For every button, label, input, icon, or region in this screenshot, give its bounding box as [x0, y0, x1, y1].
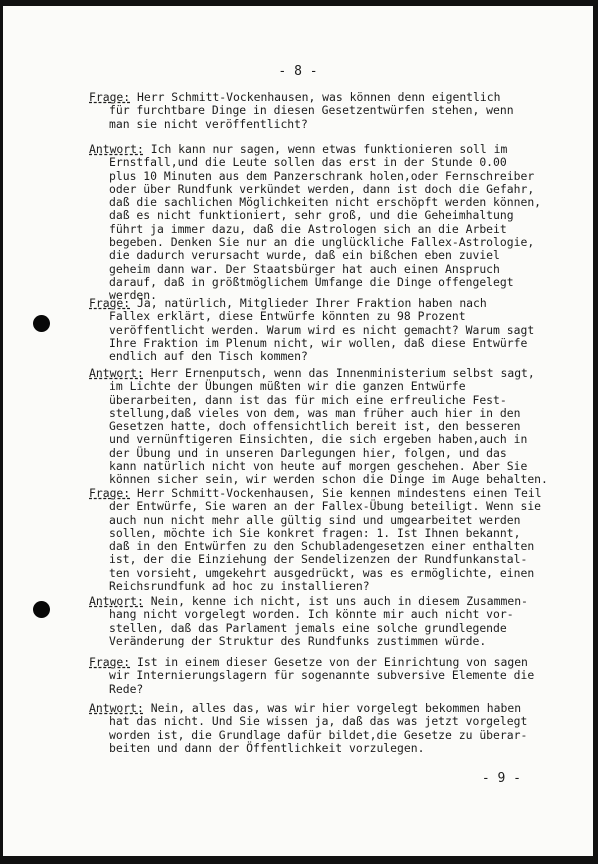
document-page	[3, 6, 593, 856]
text-line: daß es nicht funktioniert, sehr groß, und die Geheimhaltung	[109, 208, 514, 223]
text-line: hat das nicht. Und Sie wissen ja, daß das was jetzt vorgelegt	[109, 714, 528, 729]
text-line: die dadurch verursacht wurde, daß ein bißchen eben zuviel	[109, 248, 500, 263]
text-line: veröffentlicht werden. Warum wird es nicht gemacht? Warum sagt	[109, 322, 535, 337]
text-line: im Lichte der Übungen müßten wir die ganzen Entwürfe	[109, 379, 466, 394]
text-line: Ich kann nur sagen, wenn etwas funktionieren soll im	[150, 142, 508, 156]
text-line: endlich auf den Tisch kommen?	[109, 349, 308, 364]
text-line: darauf, daß in größtmöglichem Umfange die Dinge offengelegt	[109, 274, 514, 289]
punch-hole	[33, 315, 50, 332]
text-line: man sie nicht veröffentlicht?	[109, 116, 308, 131]
text-line: ten vorsieht, umgekehrt ausgedrückt, was es ermöglichte, einen	[109, 565, 535, 580]
text-line: begeben. Denken Sie nur an die unglückliche Fallex-Astrologie,	[109, 235, 535, 250]
text-line: Rede?	[109, 681, 144, 696]
text-line: der Entwürfe, Sie waren an der Fallex-Übung beteiligt. Wenn sie	[109, 499, 542, 514]
text-line: können sicher sein, wir werden schon die Dinge im Auge behalten.	[109, 472, 548, 487]
text-line: Veränderung der Struktur des Rundfunks zustimmen würde.	[109, 633, 487, 648]
text-line: auch nun nicht mehr alle gültig sind und umgearbeitet werden	[109, 512, 521, 527]
text-line: Ja, natürlich, Mitglieder Ihrer Fraktion haben nach	[137, 296, 487, 310]
answer-label: Antwort:	[89, 701, 144, 715]
text-line: für furchtbare Dinge in diesen Gesetzentwürfen stehen, wenn	[109, 103, 514, 118]
text-line: und vernünftigeren Einsichten, die sich ergeben haben,auch in	[109, 432, 528, 447]
text-line: der Übung und in unseren Darlegungen hier, folgen, und das	[109, 445, 507, 460]
text-line: geheim dann war. Der Staatsbürger hat auch einen Anspruch	[109, 261, 500, 276]
text-line: Nein, alles das, was wir hier vorgelegt bekommen haben	[150, 701, 522, 715]
text-line: daß in den Entwürfen zu den Schubladengesetzen einer enthalten	[109, 539, 535, 554]
question-block	[89, 656, 559, 696]
answer-label: Antwort:	[89, 142, 144, 156]
page-number-top: - 8 -	[278, 64, 318, 79]
text-line: Herr Schmitt-Vockenhausen, Sie kennen mindestens einen Teil	[137, 486, 542, 500]
text-line: wir Internierungslagern für sogenannte subversive Elemente die	[109, 668, 535, 683]
answer-block	[89, 702, 559, 755]
question-block	[89, 91, 559, 131]
text-line: Ist in einem dieser Gesetze von der Einrichtung von sagen	[137, 655, 528, 669]
punch-hole	[33, 601, 50, 618]
question-block	[89, 297, 559, 363]
question-label: Frage:	[89, 90, 131, 104]
text-line: Herr Schmitt-Vockenhausen, was können denn eigentlich	[137, 90, 501, 104]
text-line: Ernstfall,und die Leute sollen das erst in der Stunde 0.00	[109, 155, 507, 170]
text-line: Gesetzen hatte, doch offensichtlich bereit ist, den besseren	[109, 419, 521, 434]
text-line: plus 10 Minuten aus dem Panzerschrank holen,oder Fernschreiber	[109, 168, 535, 183]
text-line: kann natürlich nicht von heute auf morgen geschehen. Aber Sie	[109, 459, 528, 474]
question-label: Frage:	[89, 655, 131, 669]
text-line: Nein, kenne ich nicht, ist uns auch in diesem Zusammen-	[150, 594, 528, 608]
answer-label: Antwort:	[89, 594, 144, 608]
text-line: Ihre Fraktion im Plenum nicht, wir wollen, daß diese Entwürfe	[109, 335, 528, 350]
page-number-bottom: - 9 -	[481, 771, 521, 786]
question-label: Frage:	[89, 486, 131, 500]
text-line: Reichsrundfunk ad hoc zu installieren?	[109, 579, 370, 594]
text-line: stellen, daß das Parlament jemals eine solche grundlegende	[109, 620, 507, 635]
text-line: ist, der die Einziehung der Sendelizenzen der Rundfunkanstal-	[109, 552, 528, 567]
answer-block	[89, 367, 559, 487]
text-line: stellung,daß vieles von dem, was man früher auch hier in den	[109, 405, 521, 420]
answer-block	[89, 595, 559, 648]
question-label: Frage:	[89, 296, 131, 310]
question-block	[89, 487, 559, 593]
answer-block	[89, 143, 559, 303]
text-line: beiten und dann der Öffentlichkeit vorzulegen.	[109, 740, 425, 755]
text-line: Fallex erklärt, diese Entwürfe könnten zu 98 Prozent	[109, 309, 466, 324]
text-line: oder über Rundfunk verkündet werden, dann ist doch die Gefahr,	[109, 181, 535, 196]
text-line: werden.	[109, 288, 158, 303]
answer-label: Antwort:	[89, 366, 144, 380]
text-line: hang nicht vorgelegt worden. Ich könnte mir auch nicht vor-	[109, 607, 514, 622]
text-line: führt ja immer dazu, daß die Astrologen sich an die Arbeit	[109, 221, 507, 236]
text-line: überarbeiten, dann ist das für mich eine erfreuliche Fest-	[109, 392, 507, 407]
text-line: daß die sachlichen Möglichkeiten nicht erschöpft werden können,	[109, 195, 542, 210]
text-line: worden ist, die Grundlage dafür bildet,die Gesetze zu überar-	[109, 727, 528, 742]
text-line: Herr Ernenputsch, wenn das Innenministerium selbst sagt,	[150, 366, 535, 380]
text-line: sollen, möchte ich Sie konkret fragen: 1. Ist Ihnen bekannt,	[109, 525, 521, 540]
